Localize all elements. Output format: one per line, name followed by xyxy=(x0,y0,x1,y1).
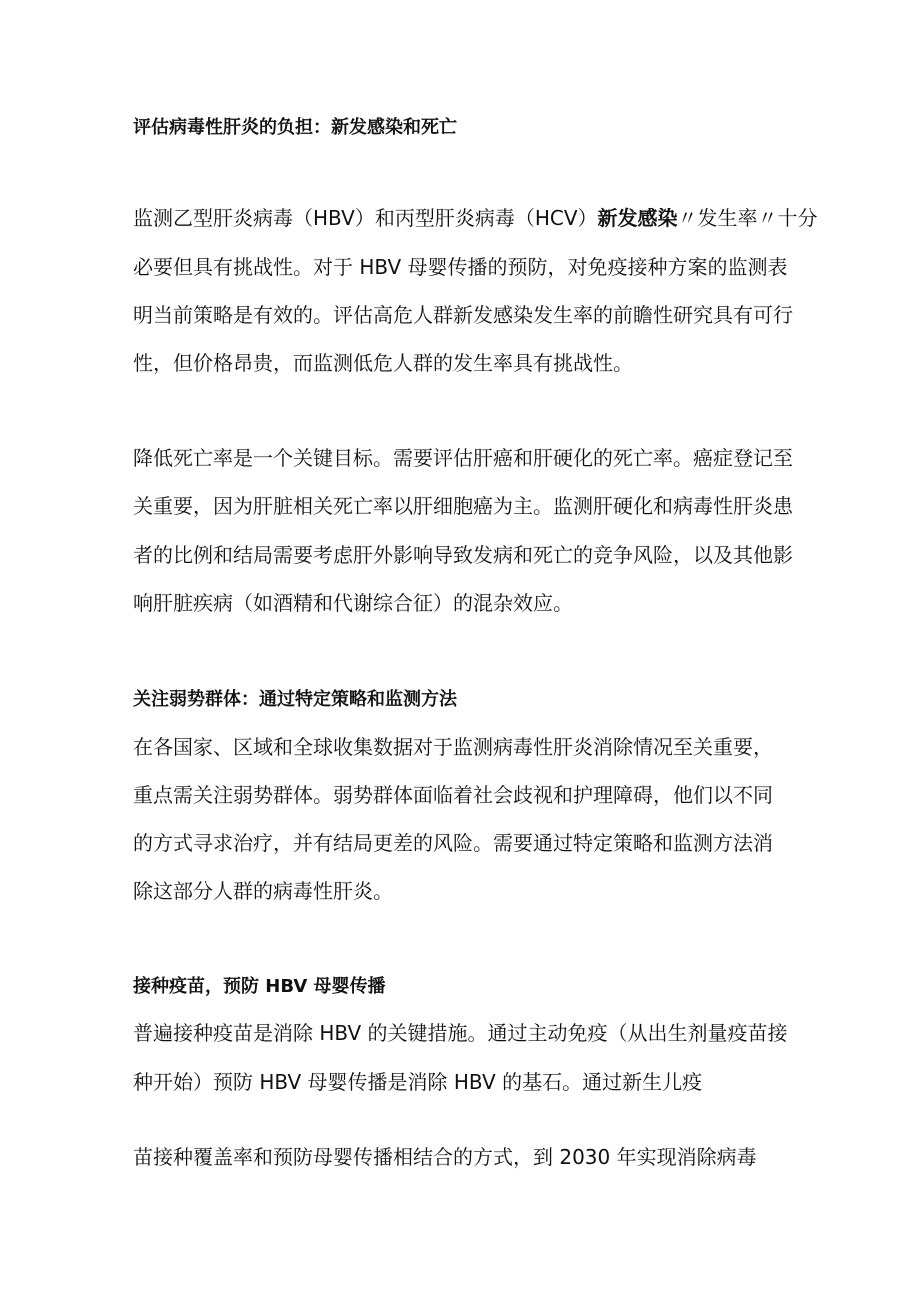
bold-text-new-infection: 新发感染 xyxy=(597,206,678,230)
paragraph-line: 性，但价格昂贵，而监测低危人群的发生率具有挑战性。 xyxy=(133,351,633,375)
paragraph-line: 种开始）预防 HBV 母婴传播是消除 HBV 的基石。通过新生儿疫 xyxy=(133,1070,703,1094)
paragraph-line: 除这部分人群的病毒性肝炎。 xyxy=(133,879,393,903)
text-run: 〃发生率〃十分 xyxy=(677,206,818,230)
section-heading-vaccination: 接种疫苗，预防 HBV 母婴传播 xyxy=(133,976,386,997)
paragraph-line: 者的比例和结局需要考虑肝外影响导致发病和死亡的竞争风险，以及其他影 xyxy=(133,543,793,567)
section-heading-burden: 评估病毒性肝炎的负担：新发感染和死亡 xyxy=(133,117,457,138)
paragraph-line: 在各国家、区域和全球收集数据对于监测病毒性肝炎消除情况至关重要， xyxy=(133,735,773,759)
paragraph-line: 苗接种覆盖率和预防母婴传播相结合的方式，到 2030 年实现消除病毒 xyxy=(133,1145,757,1169)
text-run: 监测乙型肝炎病毒（HBV）和丙型肝炎病毒（HCV） xyxy=(133,206,598,230)
section-heading-vulnerable-groups: 关注弱势群体：通过特定策略和监测方法 xyxy=(133,689,457,710)
paragraph-line xyxy=(133,205,818,231)
paragraph-line: 必要但具有挑战性。对于 HBV 母婴传播的预防，对免疫接种方案的监测表 xyxy=(133,255,788,279)
paragraph-line: 普遍接种疫苗是消除 HBV 的关键措施。通过主动免疫（从出生剂量疫苗接 xyxy=(133,1021,788,1045)
paragraph-line: 的方式寻求治疗，并有结局更差的风险。需要通过特定策略和监测方法消 xyxy=(133,831,773,855)
paragraph-line: 降低死亡率是一个关键目标。需要评估肝癌和肝硬化的死亡率。癌症登记至 xyxy=(133,446,793,470)
paragraph-line: 重点需关注弱势群体。弱势群体面临着社会歧视和护理障碍，他们以不同 xyxy=(133,783,773,807)
paragraph-line: 响肝脏疾病（如酒精和代谢综合征）的混杂效应。 xyxy=(133,591,573,615)
paragraph-line: 明当前策略是有效的。评估高危人群新发感染发生率的前瞻性研究具有可行 xyxy=(133,303,793,327)
paragraph-line: 关重要，因为肝脏相关死亡率以肝细胞癌为主。监测肝硬化和病毒性肝炎患 xyxy=(133,494,793,518)
